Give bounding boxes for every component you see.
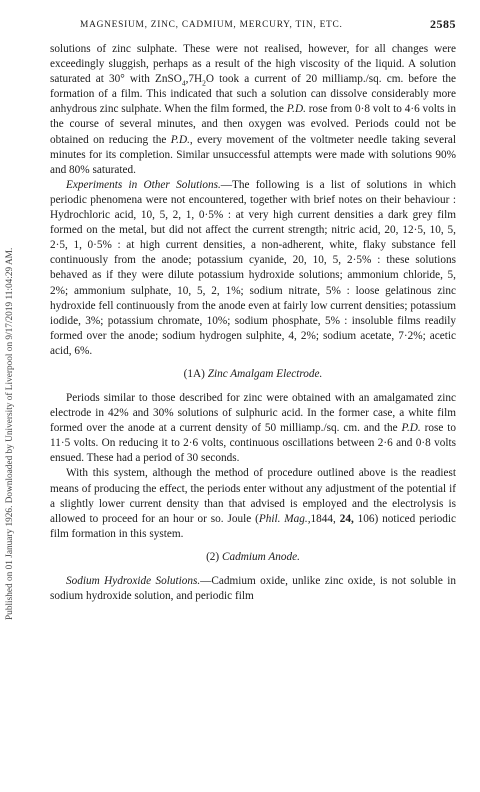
download-watermark-sidebar: [3, 60, 17, 620]
paragraph-text: rose to 11·5 volts. On reducing it to 2·6 volts, continuous oscillations between 2·6 and 0·8 volts ensued. These had a period of 30 seconds.: [50, 422, 456, 465]
section-title: Zinc Amalgam Electrode.: [207, 367, 323, 380]
italic-abbreviation: P.D.: [401, 422, 421, 435]
paragraph-text: O took a current of 20 milliamp./sq. cm. before the formation of a film. This indicated that such a solution can dissolve considerably more anhydrous zinc sulphate. When the film formed, the: [50, 73, 456, 116]
section-number: (1A): [183, 367, 208, 380]
running-head: [50, 16, 456, 34]
section-heading-zinc-amalgam: [50, 367, 456, 382]
paragraph-procedure: [50, 466, 456, 541]
paragraph-text: , every movement of the voltmeter needle taking several minutes for its completion. Similar unsuccessful attempts were made with solutions 90% and 80% saturated.: [50, 133, 457, 176]
article-body: [50, 42, 456, 604]
running-title: MAGNESIUM, ZINC, CADMIUM, MERCURY, TIN, ETC.: [80, 20, 343, 30]
paragraph-amalgam-periods: [50, 391, 456, 466]
run-in-heading: Experiments in Other Solutions.: [66, 178, 221, 191]
run-in-heading: Sodium Hydroxide Solutions.: [66, 574, 201, 587]
journal-page: [50, 16, 456, 604]
paragraph-text: solutions of zinc sulphate. These were not realised, however, for all changes were exceedingly sluggish, perhaps as a result of the high viscosity of the liquid. A solution saturated at 30° with ZnSO: [50, 43, 456, 86]
italic-abbreviation: P.D.: [170, 133, 190, 146]
section-title: Cadmium Anode.: [222, 550, 300, 563]
page-number: 2585: [430, 17, 456, 31]
subscript: 4: [181, 78, 186, 88]
paragraph-text: 106) noticed periodic film formation in this system.: [50, 512, 457, 540]
paragraph-text: —Cadmium oxide, unlike zinc oxide, is not soluble in sodium hydroxide solution, and periodic film: [50, 574, 456, 602]
paragraph-text: 1844,: [310, 512, 340, 525]
download-watermark-text: Published on 01 January 1926. Downloaded by University of Liverpool on 9/17/2019 11:04:29 AM.: [5, 247, 15, 620]
paragraph-other-solutions: [50, 178, 456, 359]
paragraph-zinc-sulphate: [50, 42, 456, 178]
paragraph-text: Periods similar to those described for zinc were obtained with an amalgamated zinc electrode in 42% and 30% solutions of sulphuric acid. In the former case, a white film formed over the anode at a current density of 50 milliamp./sq. cm. and the: [50, 391, 456, 435]
citation-journal: Phil. Mag.,: [258, 512, 311, 525]
paragraph-text: —The following is a list of solutions in which periodic phenomena were not encountered, together with brief notes on their behaviour : Hydrochloric acid, 10, 5, 2, 1, 0·5% : at very high current densities a dark grey film formed on the metal, but did not affect the current strength; nitric acid, 20, 12·5, 10, 5, 2·5, 1, 0·5% : at high current densities, a non-adherent, white, flaky substance fell continuously from the anode; potassium cyanide, 20, 10, 5, 2·5% : these solutions behaved as if they were dilute potassium hydroxide solutions; ammonium chloride, 5, 2%; ammonium sulphate, 10, 5, 2, 1%; sodium nitrate, 5% : loose gelatinous zinc hydroxide fell continuously from the anode even at fairly low current densities; potassium iodide, 3%; potassium chromate, 10%; sodium phosphate, 5% : insoluble films readily formed over the anode; sodium hydrogen sulphite, 4, 2%; sodium acetate, 7·2%; acetic acid, 6%.: [50, 178, 456, 357]
paragraph-text: With this system, although the method of procedure outlined above is the readiest means of producing the effect, the periods enter without any adjustment of the potential if a slightly lower current density than that advised is employed and the electrolysis is allowed to proceed for an hour or so. Joule (: [50, 467, 456, 525]
italic-abbreviation: P.D.: [286, 103, 306, 116]
section-heading-cadmium: [50, 550, 456, 565]
paragraph-text: ,7H: [185, 73, 203, 86]
paragraph-sodium-hydroxide: [50, 574, 456, 604]
section-number: (2): [206, 550, 222, 563]
paragraph-text: rose from 0·8 volt to 4·6 volts in the course of several minutes, and then oxygen was evolved. Periods could not be obtained on reducing the: [50, 103, 456, 146]
subscript: 2: [202, 78, 206, 88]
citation-volume: 24,: [339, 512, 354, 525]
